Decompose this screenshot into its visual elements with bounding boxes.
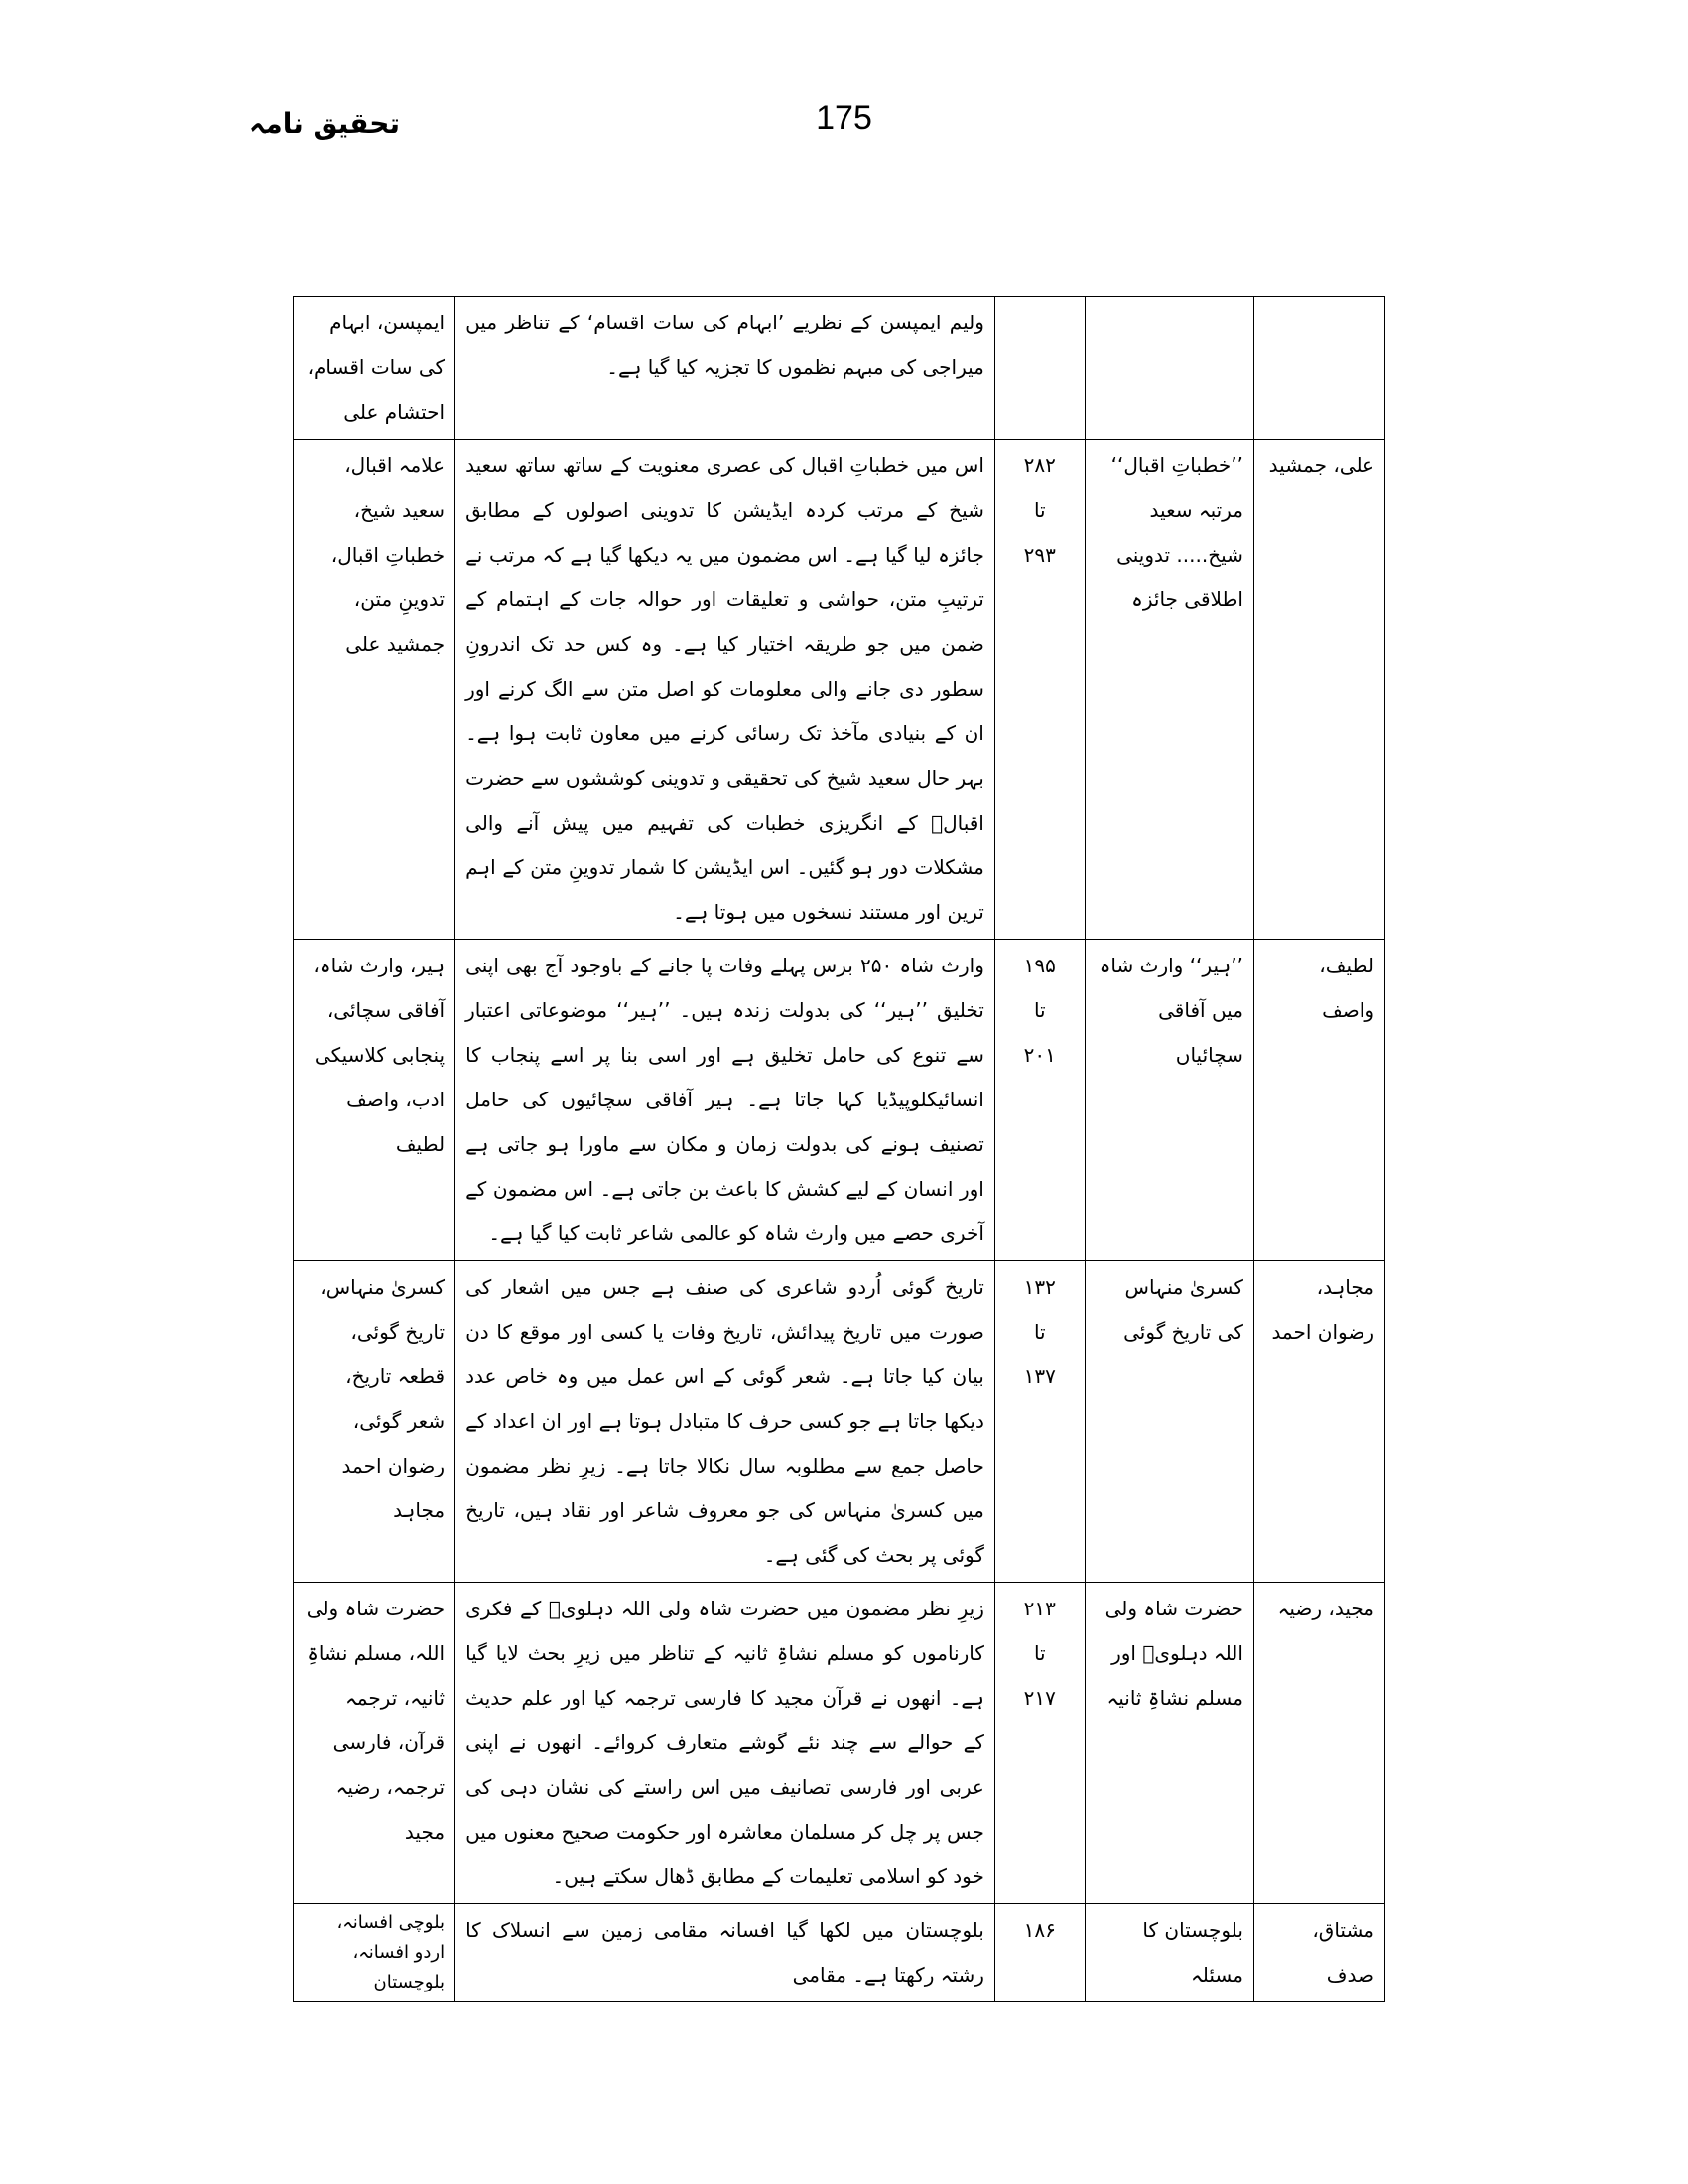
- title-cell: [1085, 297, 1253, 440]
- page-number: 175: [816, 99, 872, 137]
- summary-cell: اس میں خطباتِ اقبال کی عصری معنویت کے ساتھ ساتھ سعید شیخ کے مرتب کردہ ایڈیشن کا تدوینی اصولوں کے مطابق جائزہ لیا گیا ہے۔ اس مضمون میں یہ دیکھا گیا ہے کہ مرتب نے ترتیبِ متن، حواشی و تعلیقات اور حوالہ جات کے اہتمام کے ضمن میں جو طریقہ اختیار کیا ہے۔ وہ کس حد تک اندرونِ سطور دی جانے والی معلومات کو اصل متن سے الگ کرنے اور ان کے بنیادی مآخذ تک رسائی کرنے میں معاون ثابت ہوا ہے۔ بہر حال سعید شیخ کی تحقیقی و تدوینی کوششوں سے حضرت اقبالؒ کے انگریزی خطبات کی تفہیم میں پیش آنے والی مشکلات دور ہو گئیں۔ اس ایڈیشن کا شمار تدوینِ متن کے اہم ترین اور مستند نسخوں میں ہوتا ہے۔: [455, 440, 995, 940]
- summary-cell: وارث شاہ ۲۵۰ برس پہلے وفات پا جانے کے باوجود آج بھی اپنی تخلیق ’’ہیر‘‘ کی بدولت زندہ ہیں۔ ’’ہیر‘‘ موضوعاتی اعتبار سے تنوع کی حامل تخلیق ہے اور اسی بنا پر اسے پنجاب کا انسائیکلوپیڈیا کہا جاتا ہے۔ ہیر آفاقی سچائیوں کی حامل تصنیف ہونے کی بدولت زمان و مکان سے ماورا ہو جاتی ہے اور انسان کے لیے کشش کا باعث بن جاتی ہے۔ اس مضمون کے آخری حصے میں وارث شاہ کو عالمی شاعر ثابت کیا گیا ہے۔: [455, 940, 995, 1261]
- keywords-cell: ہیر، وارث شاہ، آفاقی سچائی، پنجابی کلاسیکی ادب، واصف لطیف: [294, 940, 455, 1261]
- table-row: [294, 1583, 1385, 1904]
- page-end: ۱۳۷: [1023, 1364, 1056, 1388]
- title-cell: بلوچستان کا مسئلہ: [1085, 1904, 1253, 2002]
- title-cell: ’’خطباتِ اقبال‘‘ مرتبہ سعید شیخ..... تدوینی اطلاقی جائزہ: [1085, 440, 1253, 940]
- table-row: [294, 1261, 1385, 1583]
- page-end: ۲۱۷: [1023, 1686, 1056, 1710]
- page-start: ۲۱۳: [1023, 1597, 1056, 1620]
- author-cell: علی، جمشید: [1253, 440, 1384, 940]
- page-start: ۲۸۲: [1023, 453, 1056, 477]
- title-cell: ’’ہیر‘‘ وارث شاہ میں آفاقی سچائیاں: [1085, 940, 1253, 1261]
- page-sep: تا: [1033, 1320, 1046, 1344]
- page-start: ۱۹۵: [1023, 954, 1056, 977]
- title-cell: کسریٰ منہاس کی تاریخ گوئی: [1085, 1261, 1253, 1583]
- page-sep: تا: [1033, 1641, 1046, 1665]
- summary-cell: زیرِ نظر مضمون میں حضرت شاہ ولی اللہ دہلویؒ کے فکری کارناموں کو مسلم نشاۃِ ثانیہ کے تناظر میں زیرِ بحث لایا گیا ہے۔ انھوں نے قرآن مجید کا فارسی ترجمہ کیا اور علم حدیث کے حوالے سے چند نئے گوشے متعارف کروائے۔ انھوں نے اپنی عربی اور فارسی تصانیف میں اس راستے کی نشان دہی کی جس پر چل کر مسلمان معاشرہ اور حکومت صحیح معنوں میں خود کو اسلامی تعلیمات کے مطابق ڈھال سکتے ہیں۔: [455, 1583, 995, 1904]
- table-row: [294, 440, 1385, 940]
- author-cell: مجاہد، رضوان احمد: [1253, 1261, 1384, 1583]
- title-cell: حضرت شاہ ولی اللہ دہلویؒ اور مسلم نشاۃِ ثانیہ: [1085, 1583, 1253, 1904]
- index-table: [293, 296, 1385, 2002]
- table-row: [294, 297, 1385, 440]
- table-row: [294, 940, 1385, 1261]
- keywords-cell: کسریٰ منہاس، تاریخ گوئی، قطعہ تاریخ، شعر گوئی، رضوان احمد مجاہد: [294, 1261, 455, 1583]
- keywords-cell: بلوچی افسانہ، اردو افسانہ، بلوچستان: [294, 1904, 455, 2002]
- keywords-cell: علامہ اقبال، سعید شیخ، خطباتِ اقبال، تدوینِ متن، جمشید علی: [294, 440, 455, 940]
- author-cell: مجید، رضیہ: [1253, 1583, 1384, 1904]
- keywords-cell: ایمپسن، ابہام کی سات اقسام، احتشام علی: [294, 297, 455, 440]
- pages-cell: [994, 1261, 1085, 1583]
- table-row: [294, 1904, 1385, 2002]
- author-cell: لطیف، واصف: [1253, 940, 1384, 1261]
- keywords-cell: حضرت شاہ ولی اللہ، مسلم نشاۃِ ثانیہ، ترجمہ قرآن، فارسی ترجمہ، رضیہ مجید: [294, 1583, 455, 1904]
- pages-cell: [994, 1904, 1085, 2002]
- pages-cell: [994, 297, 1085, 440]
- pages-cell: [994, 440, 1085, 940]
- page-sep: تا: [1033, 998, 1046, 1022]
- page-sep: تا: [1033, 498, 1046, 522]
- summary-cell: تاریخ گوئی اُردو شاعری کی صنف ہے جس میں اشعار کی صورت میں تاریخ پیدائش، تاریخ وفات یا کسی اور موقع کا دن بیان کیا جاتا ہے۔ شعر گوئی کے اس عمل میں وہ خاص عدد دیکھا جاتا ہے جو کسی حرف کا متبادل ہوتا ہے اور ان اعداد کے حاصل جمع سے مطلوبہ سال نکالا جاتا ہے۔ زیرِ نظر مضمون میں کسریٰ منہاس کی جو معروف شاعر اور نقاد ہیں، تاریخ گوئی پر بحث کی گئی ہے۔: [455, 1261, 995, 1583]
- journal-name: تحقیق نامہ: [248, 107, 400, 140]
- page-start: ۱۳۲: [1023, 1275, 1056, 1299]
- page-start: ۱۸۶: [1023, 1918, 1056, 1942]
- pages-cell: [994, 1583, 1085, 1904]
- summary-cell: ولیم ایمپسن کے نظریے ’ابہام کی سات اقسام‘ کے تناظر میں میراجی کی مبہم نظموں کا تجزیہ کیا گیا ہے۔: [455, 297, 995, 440]
- author-cell: [1253, 297, 1384, 440]
- page-end: ۲۰۱: [1023, 1043, 1056, 1067]
- pages-cell: [994, 940, 1085, 1261]
- summary-cell: بلوچستان میں لکھا گیا افسانہ مقامی زمین سے انسلاک کا رشتہ رکھتا ہے۔ مقامی: [455, 1904, 995, 2002]
- author-cell: مشتاق، صدف: [1253, 1904, 1384, 2002]
- page-end: ۲۹۳: [1023, 543, 1056, 567]
